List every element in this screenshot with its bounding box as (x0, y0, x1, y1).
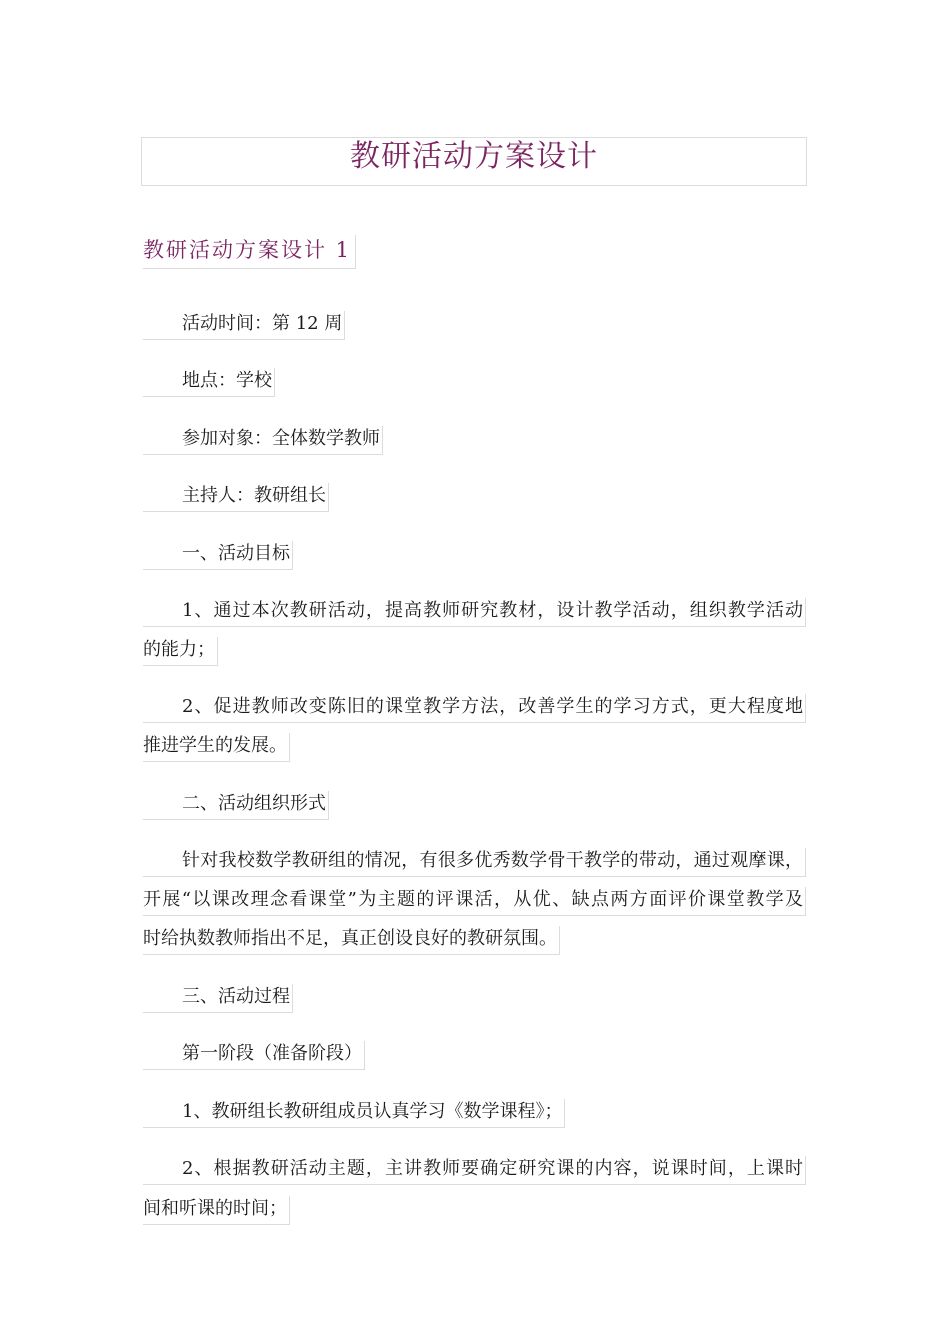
section-subtitle: 教研活动方案设计 1 (143, 235, 356, 269)
paragraph-organization-line-3: 时给执数教师指出不足，真正创设良好的教研氛围。 (143, 926, 560, 955)
paragraph-goal-2-line-2: 推进学生的发展。 (143, 733, 290, 762)
paragraph-stage-one-item-2-line-1-text: 2、根据教研活动主题，主讲教师要确定研究课的内容，说课时间，上课时 (182, 1158, 803, 1179)
paragraph-organization-line-2-text: 开展“以课改理念看课堂”为主题的评课活，从优、缺点两方面评价课堂教学及 (143, 889, 803, 910)
paragraph-goal-1-line-1-text: 1、通过本次教研活动，提高教师研究教材，设计教学活动，组织教学活动 (182, 600, 803, 621)
paragraph-goal-1-line-1 (143, 598, 806, 627)
document-title: 教研活动方案设计 (350, 139, 598, 174)
paragraph-stage-one-item-2-line-1 (143, 1156, 806, 1185)
paragraph-organization-line-2 (143, 887, 806, 916)
paragraph-host: 主持人：教研组长 (143, 483, 329, 512)
paragraph-activity-time: 活动时间：第 12 周 (143, 311, 345, 340)
paragraph-stage-one-item-2-line-2: 间和听课的时间； (143, 1196, 290, 1225)
paragraph-goal-1-line-2: 的能力； (143, 637, 218, 666)
paragraph-goal-2-line-1-text: 2、促进教师改变陈旧的课堂教学方法，改善学生的学习方式，更大程度地 (182, 696, 803, 717)
paragraph-goal-2-line-1 (143, 694, 806, 723)
heading-activity-goals: 一、活动目标 (143, 541, 293, 570)
paragraph-participants: 参加对象：全体数学教师 (143, 426, 383, 455)
paragraph-location: 地点：学校 (143, 368, 275, 397)
title-box (141, 137, 807, 186)
heading-activity-process: 三、活动过程 (143, 984, 293, 1013)
heading-stage-one: 第一阶段（准备阶段） (143, 1041, 365, 1070)
paragraph-stage-one-item-1: 1、教研组长教研组成员认真学习《数学课程》； (143, 1099, 565, 1128)
heading-organization-form: 二、活动组织形式 (143, 791, 329, 820)
paragraph-organization-line-1 (143, 848, 806, 877)
paragraph-organization-line-1-text: 针对我校数学教研组的情况，有很多优秀数学骨干教学的带动，通过观摩课， (182, 850, 803, 871)
